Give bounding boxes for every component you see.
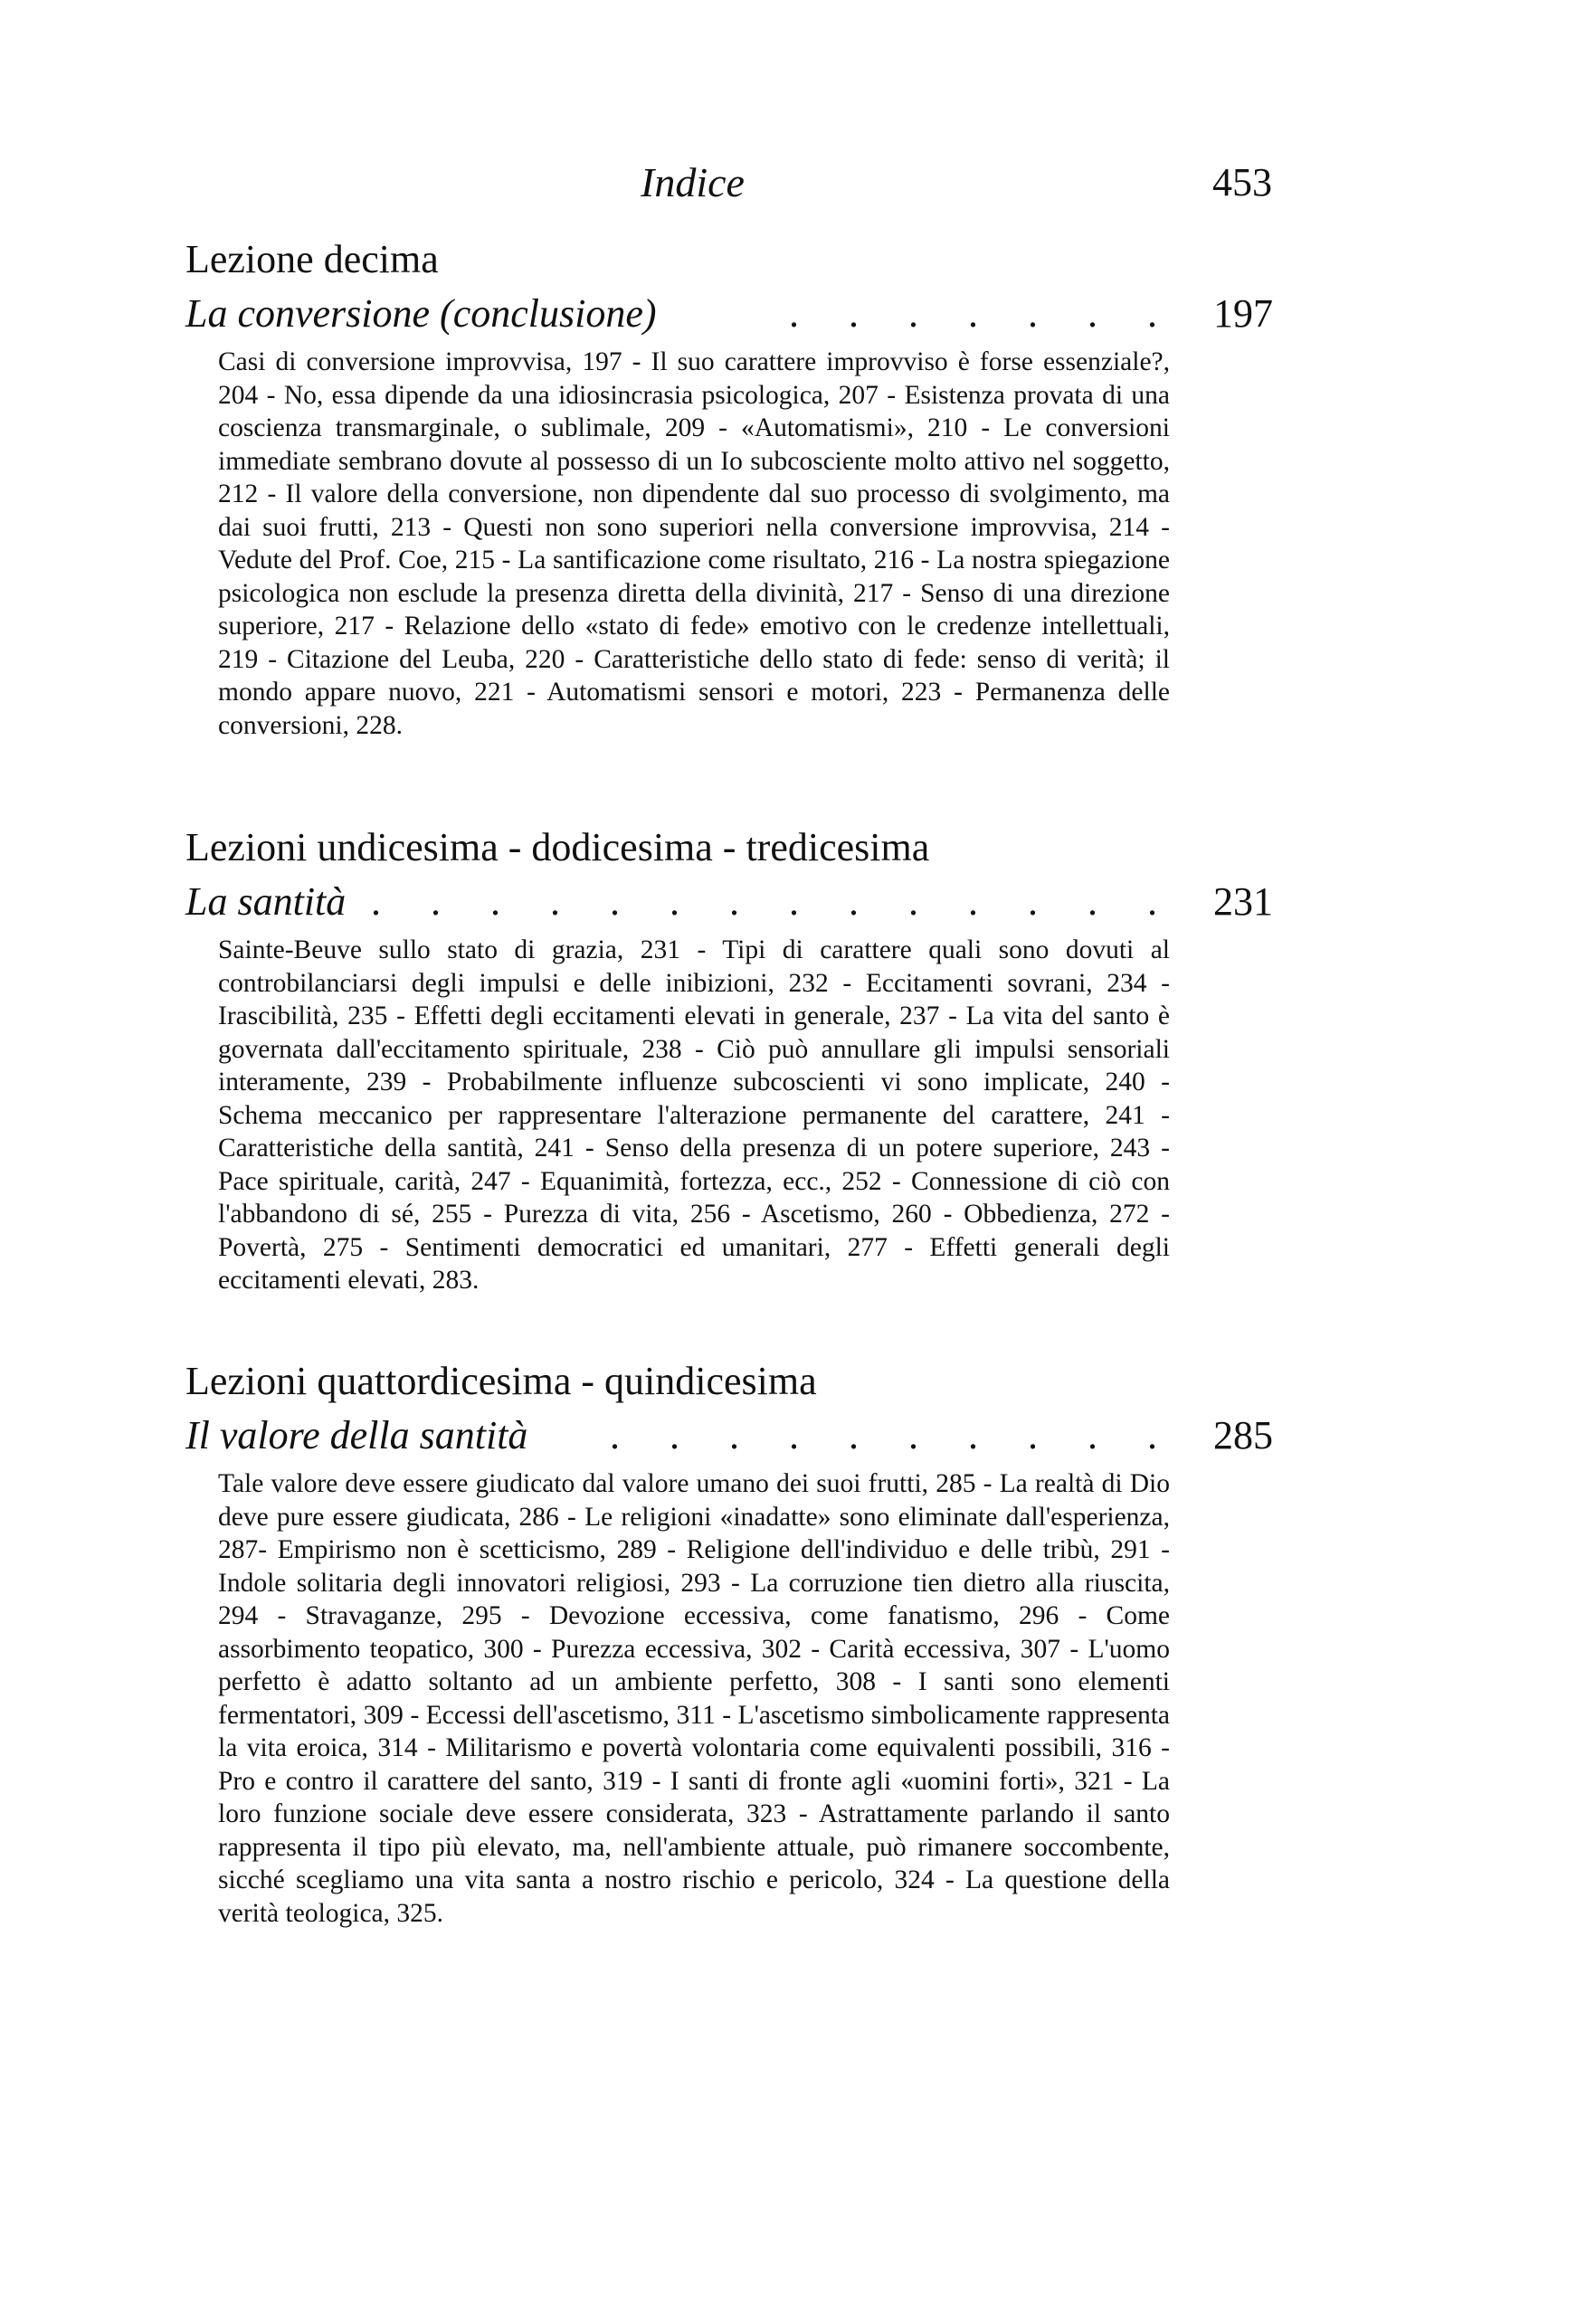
section-subtitle: La conversione (conclusione): [185, 291, 657, 336]
lecture-title: Lezioni quattordicesima - quindicesima: [185, 1359, 817, 1403]
section-summary: Sainte-Beuve sullo stato di grazia, 231 - Tipi di carattere quali sono dovuti al controbilanciarsi degli impulsi e delle inibizioni, 232 - Eccitamenti sovrani, 234 - Irascibilità, 235 - Effetti degli eccitamenti elevati in generale, 237 - La vita del santo è governata dall'eccitamento spirituale, 238 - Ciò può annullare gli impulsi sensoriali interamente, 239 - Probabilmente influenze subcoscienti vi sono implicate, 240 - Schema meccanico per rappresentare l'alterazione permanente del carattere, 241 - Caratteristiche della santità, 241 - Senso della presenza di un potere superiore, 243 - Pace spirituale, carità, 247 - Equanimità, fortezza, ecc., 252 - Connessione di ciò con l'abbandono di sé, 255 - Purezza di vita, 256 - Ascetismo, 260 - Obbedienza, 272 - Povertà, 275 - Sentimenti democratici ed umanitari, 277 - Effetti generali degli eccitamenti elevati, 283.: [218, 935, 1170, 1295]
dot-leader: . . . . . . . . . .: [610, 1413, 1177, 1457]
index-section: [185, 821, 1273, 1297]
running-head: [0, 156, 1596, 210]
page-number: 453: [1212, 160, 1272, 204]
section-summary: Casi di conversione improvvisa, 197 - Il suo carattere improvviso è forse essenziale?, 204 - No, essa dipende da una idiosincrasia psicologica, 207 - Esistenza provata di una coscienza transmarginale, o sublimale, 209 - «Automatismi», 210 - Le conversioni immediate sembrano dovute al possesso di un Io subcosciente molto attivo nel soggetto, 212 - Il valore della conversione, non dipendente dal suo processo di svolgimento, ma dai suoi frutti, 213 - Questi non sono superiori nella conversione improvvisa, 214 - Vedute del Prof. Coe, 215 - La santificazione come risultato, 216 - La nostra spiegazione psicologica non esclude la presenza diretta della divinità, 217 - Senso di una direzione superiore, 217 - Relazione dello «stato di fede» emotivo con le credenze intellettuali, 219 - Citazione del Leuba, 220 - Caratteristiche dello stato di fede: senso di verità; il mondo appare nuovo, 221 - Automatismi sensori e motori, 223 - Permanenza delle conversioni, 228.: [218, 347, 1170, 740]
running-title: Indice: [641, 159, 745, 205]
section-page-number: 197: [1213, 291, 1273, 336]
subtitle-row: [185, 288, 1273, 340]
section-subtitle: La santità: [185, 879, 347, 924]
subtitle-row: [185, 1410, 1273, 1462]
section-page-number: 231: [1213, 879, 1273, 924]
section-summary: Tale valore deve essere giudicato dal valore umano dei suoi frutti, 285 - La realtà di Dio deve pure essere giudicata, 286 - Le religioni «inadatte» sono eliminate dall'esperienza, 287- Empirismo non è scetticismo, 289 - Religione dell'individuo e delle tribù, 291 - Indole solitaria degli innovatori religiosi, 293 - La corruzione tien dietro alla riuscita, 294 - Stravaganze, 295 - Devozione eccessiva, come fanatismo, 296 - Come assorbimento teopatico, 300 - Purezza eccessiva, 302 - Carità eccessiva, 307 - L'uomo perfetto è adatto soltanto ad un ambiente perfetto, 308 - I santi sono elementi fermentatori, 309 - Eccessi dell'ascetismo, 311 - L'ascetismo simbolicamente rappresenta la vita eroica, 314 - Militarismo e povertà volontaria come equivalenti possibili, 316 - Pro e contro il carattere del santo, 319 - I santi di fronte agli «uomini forti», 321 - La loro funzione sociale deve essere considerata, 323 - Astrattamente parlando il santo rappresenta il tipo più elevato, ma, nell'ambiente attuale, può rimanere soccombente, sicché scegliamo una vita santa a nostro rischio e pericolo, 324 - La questione della verità teologica, 325.: [218, 1469, 1170, 1928]
lecture-title: Lezione decima: [185, 237, 439, 281]
lecture-title: Lezioni undicesima - dodicesima - tredicesima: [185, 825, 930, 869]
section-page-number: 285: [1213, 1413, 1273, 1457]
subtitle-row: [185, 876, 1273, 928]
dot-leader: . . . . . . .: [789, 291, 1177, 336]
section-subtitle: Il valore della santità: [185, 1413, 528, 1457]
index-section: [185, 233, 1273, 742]
index-section: [185, 1355, 1273, 1930]
dot-leader: . . . . . . . . . . . . . .: [371, 879, 1177, 924]
